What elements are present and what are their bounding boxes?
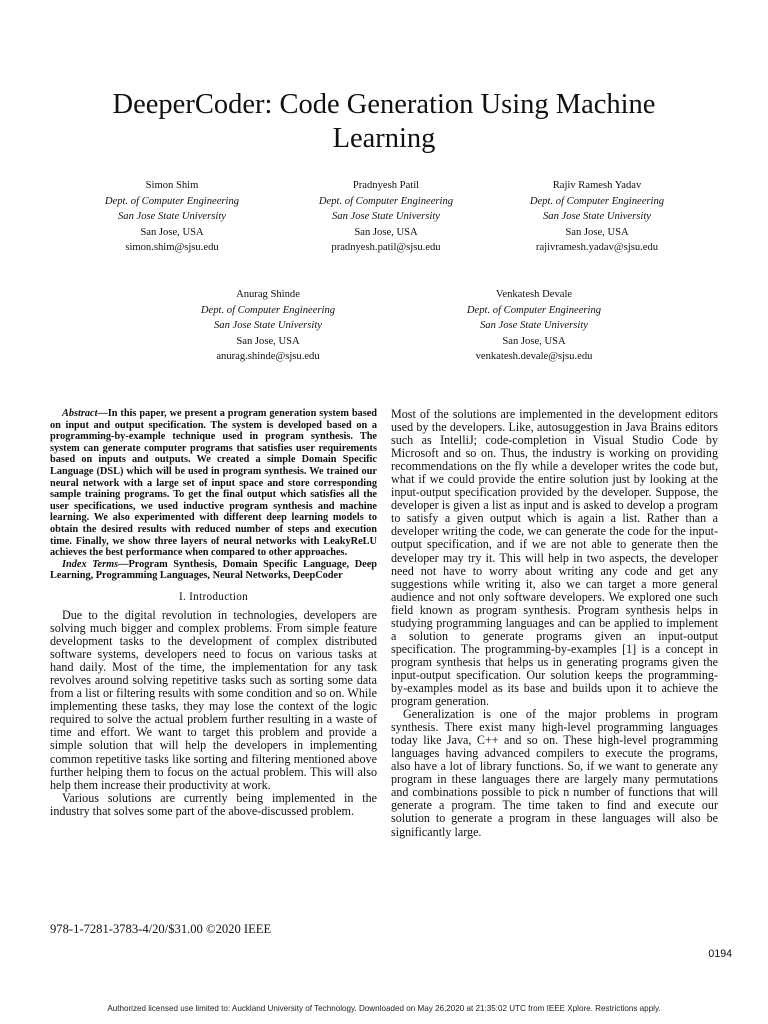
left-column (50, 408, 377, 818)
author-email: anurag.shinde@sjsu.edu (216, 351, 320, 362)
page-number: 0194 (708, 948, 732, 960)
author-dept: Dept. of Computer Engineering (466, 304, 602, 316)
author-name: Anurag Shinde (236, 289, 300, 300)
author-email: pradnyesh.patil@sjsu.edu (331, 242, 441, 253)
author-location: San Jose, USA (502, 335, 566, 347)
author-block (168, 287, 368, 365)
author-name: Simon Shim (145, 180, 199, 191)
author-block (72, 178, 272, 256)
license-notice: Authorized licensed use limited to: Auckland University of Technology. Downloaded on May 26,2020 at 21:35:02 UTC from IEEE Xplore. Restrictions apply. (107, 1004, 661, 1013)
paragraph: Most of the solutions are implemented in the development editors used by the developers. Like, autosuggestion in Java Brains editors such as IntelliJ; code-completion in Visual Studio Code by Microsoft and so on. Thus, the industry is working on providing recommendations on the fly while a developer writes the code but, what if we could provide the entire solution just by looking at the input-output specification provided by the developer. Suppose, the developer is given a list as input and is asked to develop a program to satisfy a given output which is again a list. Rather than a developer writing the code, we can generate the code for the input-output specification, and if we are not able to generate then the developer may try it. This will help in two aspects, the developer need not have to worry about writing any code and get any suggestions while writing it, also we can target a more general audience and not only software developers. We explored one such field known as program synthesis. Program synthesis helps in studying programming languages and can be applied to implement a solution to generate programs given an input-output specification. The programming-by-examples [1] is a concept in program synthesis that helps us in generating programs given the input-output specification. Our solution keeps the programming-by-examples model as its base and builds upon it to achieve the program generation. (391, 407, 718, 709)
author-block (434, 287, 634, 365)
author-location: San Jose, USA (565, 226, 629, 238)
index-terms-label: Index Terms (62, 558, 119, 570)
author-block (286, 178, 486, 256)
author-dept: Dept. of Computer Engineering (200, 304, 336, 316)
abstract (50, 408, 377, 559)
right-column (391, 408, 718, 839)
author-email: rajivramesh.yadav@sjsu.edu (535, 242, 659, 253)
section-heading: I. Introduction (178, 590, 249, 603)
abstract-text: —In this paper, we present a program generation system based on input and output specification. The system is developed based on a programming-by-example technique used in program synthesis. The system can generate computer programs that satisfies user requirements based on inputs and outputs. We created a simple Domain Specific Language (DSL) which will be used in program synthesis. We trained our neural network with a large set of input space and store corresponding sample training programs. To get the final output which satisfies all the user specifications, we used inductive program synthesis and machine learning. We also experimented with different deep learning models to obtain the desired results with reduced number of steps and execution time. Finally, we show three layers of neural networks with LeakyReLU achieves the best performance when compared to other approaches. (50, 408, 377, 559)
isbn-copyright: 978-1-7281-3783-4/20/$31.00 ©2020 IEEE (50, 922, 272, 936)
author-location: San Jose, USA (354, 226, 418, 238)
author-name: Pradnyesh Patil (352, 180, 420, 191)
index-terms-text: —Program Synthesis, Domain Specific Language, Deep Learning, Programming Languages, Neural Networks, DeepCoder (50, 558, 377, 582)
paragraph: Generalization is one of the major problems in program synthesis. There exist many high-level programming languages today like Java, C++ and so on. These high-level programming languages having advanced compilers to execute the programs, also have a lot of library functions. So, if we want to generate any program in these languages there are largely many permutations and combinations possible to pick n number of functions that will generate a program. The time taken to find and execute our solution to generate a program in these languages will also be significantly large. (391, 707, 718, 839)
author-dept: Dept. of Computer Engineering (318, 195, 454, 207)
author-dept: Dept. of Computer Engineering (529, 195, 665, 207)
author-univ: San Jose State University (332, 211, 440, 222)
author-dept: Dept. of Computer Engineering (104, 195, 240, 207)
author-location: San Jose, USA (236, 335, 300, 347)
author-univ: San Jose State University (214, 320, 322, 331)
abstract-label: Abstract (62, 408, 98, 419)
author-location: San Jose, USA (140, 226, 204, 238)
author-name: Venkatesh Devale (495, 289, 573, 300)
author-block (497, 178, 697, 256)
index-terms (50, 559, 377, 582)
author-email: venkatesh.devale@sjsu.edu (475, 351, 593, 362)
paragraph: Due to the digital revolution in technologies, developers are solving much bigger and complex problems. From simple feature development tasks to the development of complex distributed software systems, developers need to focus on various tasks at hand daily. Most of the time, the implementation for any task revolves around solving repetitive tasks such as sorting some data from a list or filtering results with some condition and so on. While implementing these tasks, they may lose the context of the logic required to solve the actual problem further resulting in a waste of time and effort. We want to target this problem and provide a simple solution that will help the developers in implementing common repetitive tasks like sorting and filtering mentioned above further helping them to focus on the actual problem. This will also help them increase their productivity at work. (50, 608, 377, 792)
author-email: simon.shim@sjsu.edu (125, 242, 219, 253)
author-univ: San Jose State University (118, 211, 226, 222)
author-name: Rajiv Ramesh Yadav (552, 180, 642, 191)
author-univ: San Jose State University (543, 211, 651, 222)
author-univ: San Jose State University (480, 320, 588, 331)
paper-title: DeeperCoder: Code Generation Using Machine Learning (112, 89, 656, 154)
paragraph: Various solutions are currently being implemented in the industry that solves some part of the above-discussed problem. (50, 790, 377, 818)
